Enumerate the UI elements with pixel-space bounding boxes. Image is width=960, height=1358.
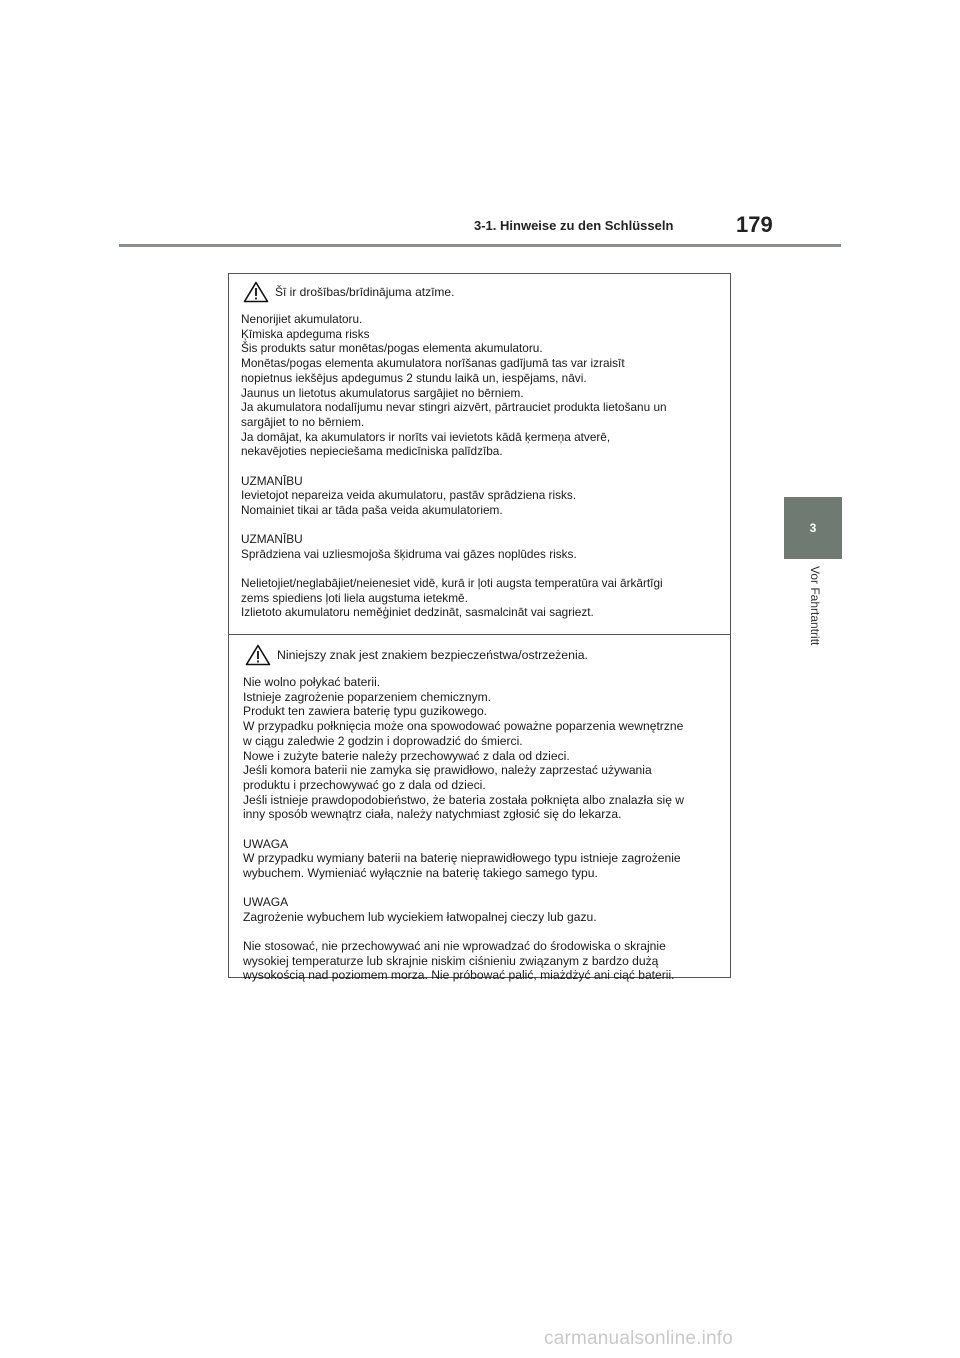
paragraph-storage: Nie stosować, nie przechowywać ani nie wprowadzać do środowiska o skrajnie wysokiej temperaturze lub skrajnie niskim ciśnieniu związanym z bardzo dużą wysokością nad poziomem morza. Nie próbować palić, miażdżyć ani ciąć baterii. [243,939,675,983]
paragraph-storage: Nelietojiet/neglabājiet/neienesiet vidē, kurā ir ļoti augsta temperatūra vai ārkārtīgi zems spiediens ļoti liela augstuma ietekmē. Izlietoto akumulatoru neměģiniet dedzināt, sasmalcināt vai sagriezt. [241,576,663,620]
warning-box-latvian [228,273,731,635]
watermark: carmanualsonline.info [544,1328,734,1349]
warning-triangle-icon [243,281,269,303]
chapter-title: Vor Fahrtantritt [808,566,822,646]
paragraph-swallow-warning: Nie wolno połykać baterii. Istnieje zagrożenie poparzeniem chemicznym. Produkt ten zawiera baterię typu guzikowego. W przypadku połknięcia może ona spowodować poważne poparzenia wewnętrzne w ciągu zaledwie 2 godzin i doprowadzić do śmierci. Nowe i zużyte baterie należy przechowywać z dala od dzieci. Jeśli komora baterii nie zamyka się prawidłowo, należy zaprzestać używania produktu i przechowywać go z dala od dzieci. Jeśli istnieje prawdopodobieństwo, że bateria została połknięta albo znalazła się w inny sposób wewnątrz ciała, należy natychmiast zgłosić się do lekarza. [243,675,685,822]
warning-sign-row [241,280,720,304]
header-divider [119,244,841,247]
page-number: 179 [736,212,773,237]
chapter-tab [784,497,842,559]
warning-sign-text: Niniejszy znak jest znakiem bezpieczeństwa/ostrzeżenia. [277,648,588,662]
paragraph-caution-wrong-type: UZMANĪBU Ievietojot nepareiza veida akumulatoru, pastāv sprādziena risks. Nomainiet tikai ar tāda paša veida akumulatoriem. [241,473,577,517]
chapter-number: 3 [809,521,817,535]
header-section-title: 3-1. Hinweise zu den Schlüsseln [474,218,674,233]
warning-triangle-icon [245,644,271,666]
paragraph-swallow-warning: Nenorijiet akumulatoru. Ķīmiska apdeguma risks Šis produkts satur monētas/pogas elementa akumulatoru. Monētas/pogas elementa akumulatora norīšanas gadījumā tas var izraisīt nopietnus iekšējus apdegumus 2 stundu laikā un, iespējams, nāvi. Jaunus un lietotus akumulatorus sargājiet no bērniem. Ja akumulatora nodalījumu nevar stingri aizvērt, pārtrauciet produkta lietošanu un sargājiet to no bērniem. Ja domājat, ka akumulators ir norīts vai ievietots kādā ķermeņa atverē, nekavējoties nepieciešama medicīniska palīdzība. [241,312,667,459]
warning-sign-text: Šī ir drošības/brīdinājuma atzīme. [275,285,455,299]
warning-box-polish [228,635,731,983]
paragraph-caution-wrong-type: UWAGA W przypadku wymiany baterii na baterię nieprawidłowego typu istnieje zagrożenie wybuchem. Wymieniać wyłącznie na baterię takiego samego typu. [243,836,681,880]
warning-sign-row [243,643,720,667]
paragraph-caution-explosion: UWAGA Zagrożenie wybuchem lub wyciekiem łatwopalnej cieczy lub gazu. [243,895,597,924]
paragraph-caution-explosion: UZMANĪBU Sprādziena vai uzliesmojoša šķidruma vai gāzes noplūdes risks. [241,532,577,561]
